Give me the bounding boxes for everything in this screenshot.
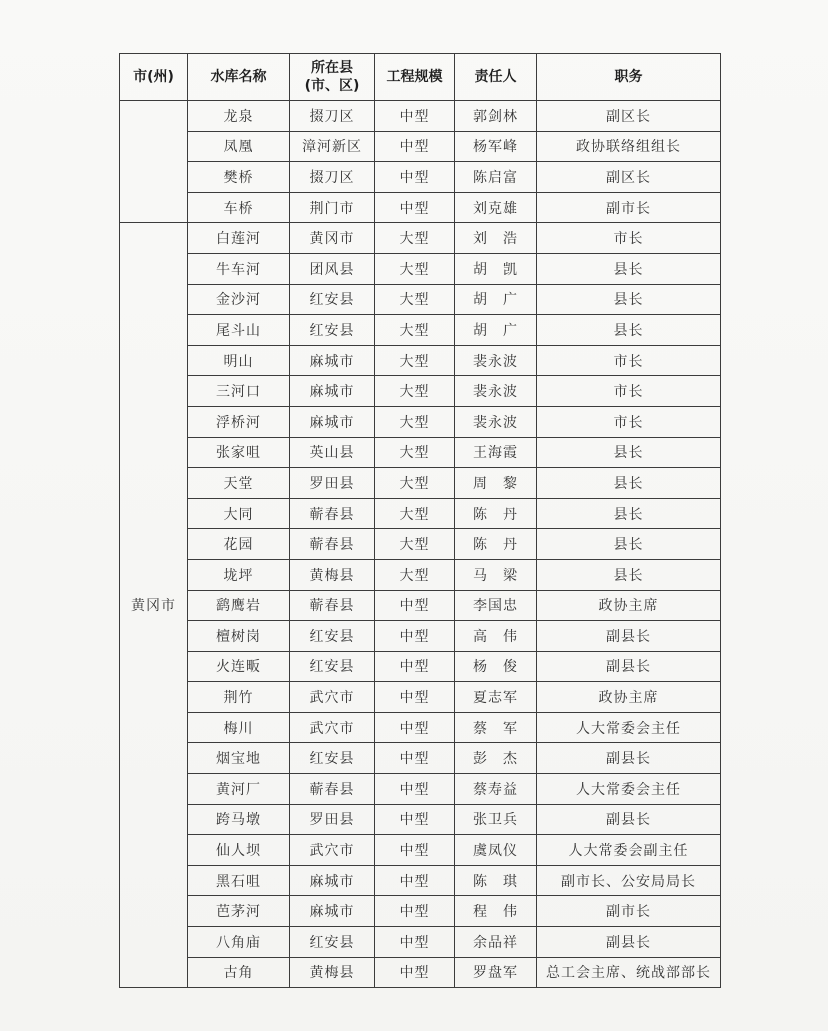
table-row [120, 743, 721, 774]
responsible-person-cell: 裴永波 [455, 406, 537, 437]
responsible-person-cell: 罗盘军 [455, 957, 537, 988]
reservoir-name-cell: 荆竹 [188, 682, 290, 713]
responsible-person-cell: 蔡寿益 [455, 774, 537, 805]
reservoir-name-cell: 大同 [188, 498, 290, 529]
city-group-cell: 黄冈市 [120, 223, 188, 988]
header-county-line2: (市、区) [304, 78, 360, 94]
county-cell: 黄梅县 [290, 559, 375, 590]
table-row [120, 223, 721, 254]
table-row [120, 651, 721, 682]
county-cell: 红安县 [290, 315, 375, 346]
reservoir-name-cell: 张家咀 [188, 437, 290, 468]
position-title-cell: 县长 [537, 468, 721, 499]
responsible-person-cell: 蔡 军 [455, 712, 537, 743]
county-cell: 麻城市 [290, 376, 375, 407]
county-cell: 红安县 [290, 743, 375, 774]
reservoir-name-cell: 凤凰 [188, 131, 290, 162]
reservoir-name-cell: 黄河厂 [188, 774, 290, 805]
reservoir-name-cell: 三河口 [188, 376, 290, 407]
reservoir-name-cell: 金沙河 [188, 284, 290, 315]
table-row [120, 253, 721, 284]
position-title-cell: 副县长 [537, 651, 721, 682]
position-title-cell: 县长 [537, 529, 721, 560]
header-city: 市(州) [120, 54, 188, 101]
position-title-cell: 市长 [537, 345, 721, 376]
reservoir-name-cell: 跨马墩 [188, 804, 290, 835]
table-row [120, 804, 721, 835]
scale-cell: 大型 [375, 345, 455, 376]
responsible-person-cell: 虞凤仪 [455, 835, 537, 866]
responsible-person-cell: 胡 广 [455, 315, 537, 346]
county-cell: 红安县 [290, 621, 375, 652]
table-row [120, 315, 721, 346]
scale-cell: 中型 [375, 804, 455, 835]
position-title-cell: 副县长 [537, 927, 721, 958]
scale-cell: 大型 [375, 529, 455, 560]
responsible-person-cell: 胡 凯 [455, 253, 537, 284]
county-cell: 荆门市 [290, 192, 375, 223]
position-title-cell: 人大常委会副主任 [537, 835, 721, 866]
header-county-line1: 所在县 [311, 60, 353, 76]
county-cell: 漳河新区 [290, 131, 375, 162]
scale-cell: 中型 [375, 957, 455, 988]
county-cell: 麻城市 [290, 896, 375, 927]
responsible-person-cell: 李国忠 [455, 590, 537, 621]
responsible-person-cell: 夏志军 [455, 682, 537, 713]
table-row [120, 192, 721, 223]
position-title-cell: 副市长 [537, 896, 721, 927]
position-title-cell: 县长 [537, 498, 721, 529]
position-title-cell: 政协联络组组长 [537, 131, 721, 162]
responsible-person-cell: 刘 浩 [455, 223, 537, 254]
table-row [120, 101, 721, 132]
reservoir-name-cell: 车桥 [188, 192, 290, 223]
position-title-cell: 县长 [537, 315, 721, 346]
position-title-cell: 人大常委会主任 [537, 774, 721, 805]
responsible-person-cell: 陈 丹 [455, 498, 537, 529]
county-cell: 麻城市 [290, 865, 375, 896]
table-row [120, 865, 721, 896]
county-cell: 罗田县 [290, 468, 375, 499]
responsible-person-cell: 杨军峰 [455, 131, 537, 162]
table-row [120, 468, 721, 499]
reservoir-name-cell: 樊桥 [188, 162, 290, 193]
county-cell: 蕲春县 [290, 529, 375, 560]
scale-cell: 中型 [375, 774, 455, 805]
county-cell: 麻城市 [290, 345, 375, 376]
header-person: 责任人 [455, 54, 537, 101]
scale-cell: 中型 [375, 131, 455, 162]
position-title-cell: 县长 [537, 253, 721, 284]
responsible-person-cell: 张卫兵 [455, 804, 537, 835]
county-cell: 武穴市 [290, 712, 375, 743]
county-cell: 黄梅县 [290, 957, 375, 988]
header-scale: 工程规模 [375, 54, 455, 101]
header-reservoir: 水库名称 [188, 54, 290, 101]
responsible-person-cell: 程 伟 [455, 896, 537, 927]
scale-cell: 中型 [375, 865, 455, 896]
scale-cell: 大型 [375, 498, 455, 529]
responsible-person-cell: 彭 杰 [455, 743, 537, 774]
header-county [290, 54, 375, 101]
reservoir-name-cell: 八角庙 [188, 927, 290, 958]
county-cell: 团风县 [290, 253, 375, 284]
position-title-cell: 副县长 [537, 743, 721, 774]
county-cell: 红安县 [290, 651, 375, 682]
scale-cell: 中型 [375, 162, 455, 193]
table-row [120, 590, 721, 621]
table-row [120, 927, 721, 958]
scale-cell: 大型 [375, 284, 455, 315]
reservoir-name-cell: 牛车河 [188, 253, 290, 284]
reservoir-name-cell: 仙人坝 [188, 835, 290, 866]
table-row [120, 896, 721, 927]
county-cell: 黄冈市 [290, 223, 375, 254]
table-body [120, 101, 721, 988]
responsible-person-cell: 周 黎 [455, 468, 537, 499]
county-cell: 蕲春县 [290, 498, 375, 529]
scale-cell: 大型 [375, 559, 455, 590]
table-row [120, 621, 721, 652]
county-cell: 红安县 [290, 284, 375, 315]
responsible-person-cell: 刘克雄 [455, 192, 537, 223]
scale-cell: 大型 [375, 468, 455, 499]
reservoir-responsibility-table [119, 53, 721, 988]
responsible-person-cell: 陈 丹 [455, 529, 537, 560]
table-row [120, 559, 721, 590]
scale-cell: 大型 [375, 253, 455, 284]
scale-cell: 大型 [375, 376, 455, 407]
table-header-row [120, 54, 721, 101]
table-row [120, 131, 721, 162]
table-row [120, 437, 721, 468]
responsible-person-cell: 余品祥 [455, 927, 537, 958]
county-cell: 罗田县 [290, 804, 375, 835]
position-title-cell: 副县长 [537, 621, 721, 652]
scale-cell: 大型 [375, 406, 455, 437]
county-cell: 英山县 [290, 437, 375, 468]
county-cell: 蕲春县 [290, 590, 375, 621]
scale-cell: 中型 [375, 101, 455, 132]
position-title-cell: 县长 [537, 437, 721, 468]
position-title-cell: 县长 [537, 559, 721, 590]
scale-cell: 大型 [375, 223, 455, 254]
reservoir-name-cell: 火连畈 [188, 651, 290, 682]
reservoir-name-cell: 芭茅河 [188, 896, 290, 927]
scale-cell: 中型 [375, 835, 455, 866]
reservoir-name-cell: 烟宝地 [188, 743, 290, 774]
county-cell: 掇刀区 [290, 162, 375, 193]
responsible-person-cell: 王海霞 [455, 437, 537, 468]
position-title-cell: 副县长 [537, 804, 721, 835]
table-row [120, 712, 721, 743]
table-row [120, 498, 721, 529]
table-row [120, 284, 721, 315]
scale-cell: 中型 [375, 590, 455, 621]
reservoir-name-cell: 鹞鹰岩 [188, 590, 290, 621]
position-title-cell: 副市长 [537, 192, 721, 223]
table-row [120, 376, 721, 407]
position-title-cell: 人大常委会主任 [537, 712, 721, 743]
scale-cell: 中型 [375, 682, 455, 713]
county-cell: 蕲春县 [290, 774, 375, 805]
reservoir-name-cell: 黑石咀 [188, 865, 290, 896]
table-row [120, 406, 721, 437]
position-title-cell: 政协主席 [537, 590, 721, 621]
responsible-person-cell: 郭剑林 [455, 101, 537, 132]
scale-cell: 大型 [375, 437, 455, 468]
scale-cell: 中型 [375, 712, 455, 743]
table-row [120, 774, 721, 805]
reservoir-name-cell: 龙泉 [188, 101, 290, 132]
table-row [120, 957, 721, 988]
table-row [120, 345, 721, 376]
scale-cell: 中型 [375, 651, 455, 682]
scale-cell: 中型 [375, 743, 455, 774]
position-title-cell: 总工会主席、统战部部长 [537, 957, 721, 988]
scale-cell: 中型 [375, 927, 455, 958]
table-row [120, 162, 721, 193]
scale-cell: 中型 [375, 621, 455, 652]
position-title-cell: 市长 [537, 223, 721, 254]
reservoir-name-cell: 垅坪 [188, 559, 290, 590]
reservoir-name-cell: 浮桥河 [188, 406, 290, 437]
table-row [120, 529, 721, 560]
reservoir-name-cell: 花园 [188, 529, 290, 560]
county-cell: 武穴市 [290, 835, 375, 866]
responsible-person-cell: 裴永波 [455, 376, 537, 407]
reservoir-name-cell: 天堂 [188, 468, 290, 499]
city-group-cell [120, 101, 188, 223]
responsible-person-cell: 陈 琪 [455, 865, 537, 896]
reservoir-name-cell: 明山 [188, 345, 290, 376]
position-title-cell: 政协主席 [537, 682, 721, 713]
reservoir-name-cell: 尾斗山 [188, 315, 290, 346]
county-cell: 红安县 [290, 927, 375, 958]
county-cell: 掇刀区 [290, 101, 375, 132]
scale-cell: 中型 [375, 192, 455, 223]
reservoir-name-cell: 古角 [188, 957, 290, 988]
county-cell: 麻城市 [290, 406, 375, 437]
position-title-cell: 副市长、公安局局长 [537, 865, 721, 896]
table-row [120, 682, 721, 713]
header-title: 职务 [537, 54, 721, 101]
reservoir-name-cell: 白莲河 [188, 223, 290, 254]
responsible-person-cell: 高 伟 [455, 621, 537, 652]
scale-cell: 中型 [375, 896, 455, 927]
reservoir-name-cell: 檀树岗 [188, 621, 290, 652]
responsible-person-cell: 杨 俊 [455, 651, 537, 682]
position-title-cell: 副区长 [537, 101, 721, 132]
responsible-person-cell: 裴永波 [455, 345, 537, 376]
position-title-cell: 副区长 [537, 162, 721, 193]
position-title-cell: 市长 [537, 406, 721, 437]
scale-cell: 大型 [375, 315, 455, 346]
responsible-person-cell: 陈启富 [455, 162, 537, 193]
reservoir-name-cell: 梅川 [188, 712, 290, 743]
position-title-cell: 县长 [537, 284, 721, 315]
position-title-cell: 市长 [537, 376, 721, 407]
county-cell: 武穴市 [290, 682, 375, 713]
responsible-person-cell: 马 梁 [455, 559, 537, 590]
table-row [120, 835, 721, 866]
responsible-person-cell: 胡 广 [455, 284, 537, 315]
